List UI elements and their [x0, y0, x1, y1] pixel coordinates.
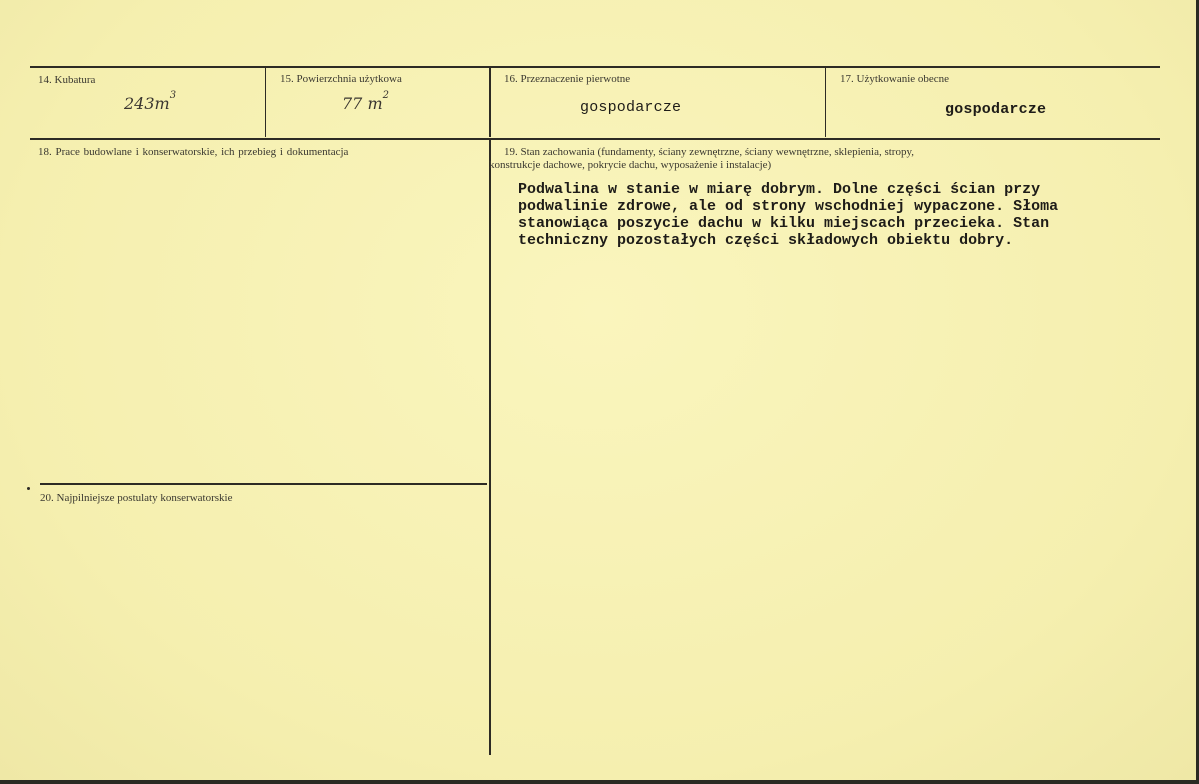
margin-dot [27, 487, 30, 490]
field-17-value: gospodarcze [945, 101, 1047, 118]
field-18-bottom-rule [40, 483, 487, 485]
field-19-text-line: podwalinie zdrowe, ale od strony wschodniej wypaczone. Słoma [518, 198, 1059, 215]
field-15-value-text: 77 m [342, 94, 383, 113]
field-14-value-text: 243m [124, 94, 170, 113]
field-19-text-line: stanowiąca poszycie dachu w kilku miejscach przecieka. Stan [518, 215, 1050, 232]
field-19-label-line2: konstrukcje dachowe, pokrycie dachu, wyposażenie i instalacje) [489, 159, 772, 171]
field-17-label: 17. Użytkowanie obecne [840, 73, 950, 85]
field-19-text-line: techniczny pozostałych części składowych obiektu dobry. [518, 232, 1014, 249]
field-16-label: 16. Przeznaczenie pierwotne [504, 73, 631, 85]
top-rule [30, 66, 1160, 68]
column-divider-2 [489, 67, 491, 137]
field-14-value [124, 90, 177, 113]
column-divider-3 [825, 67, 826, 137]
field-15-value [342, 90, 389, 113]
field-19-text-line: Podwalina w stanie w miarę dobrym. Dolne części ścian przy [518, 181, 1041, 198]
field-19-text [518, 181, 1158, 249]
row-rule [30, 138, 1160, 140]
field-14-value-sup: 3 [169, 90, 177, 101]
main-column-divider [489, 139, 491, 755]
field-15-value-sup: 2 [382, 90, 389, 101]
field-15-label: 15. Powierzchnia użytkowa [280, 73, 402, 85]
field-19-label-line1: 19. Stan zachowania (fundamenty, ściany zewnętrzne, ściany wewnętrzne, sklepienia, stropy, [504, 146, 915, 158]
field-16-value: gospodarcze [580, 99, 682, 116]
column-divider-1 [265, 67, 266, 137]
field-18-label: 18. Prace budowlane i konserwatorskie, ich przebieg i dokumentacja [38, 146, 349, 158]
field-20-label: 20. Najpilniejsze postulaty konserwatorskie [40, 492, 233, 504]
field-14-label: 14. Kubatura [38, 74, 96, 86]
